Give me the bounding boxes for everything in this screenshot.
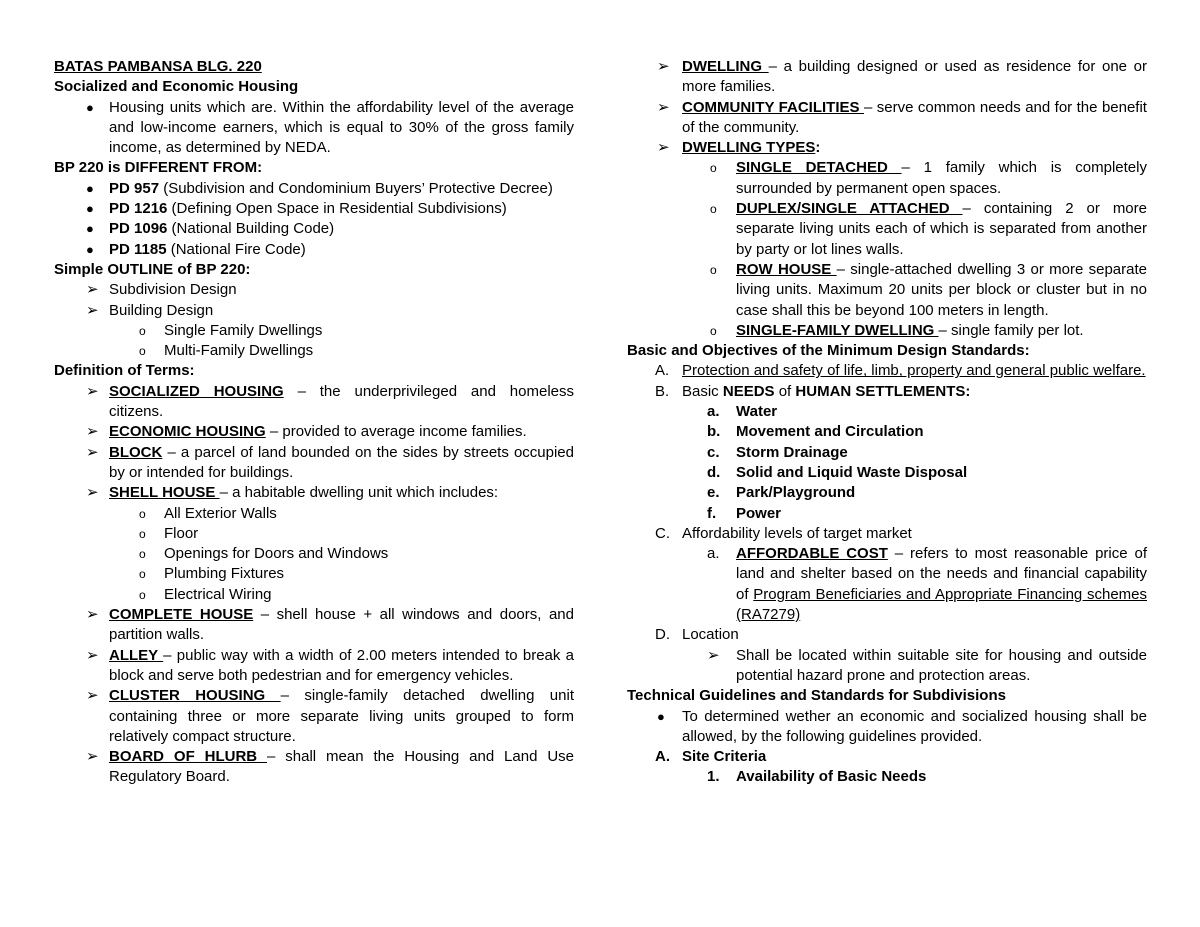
outline-item: D. Location: [655, 626, 739, 644]
outline-item: A. Protection and safety of life, limb, property and general public welfare.: [655, 362, 1146, 380]
arrow-bullet-icon: ➢: [86, 281, 99, 299]
list-item: ● To determined wether an economic and socialized housing shall be allowed, by the following guidelines provided.: [657, 707, 1147, 745]
list-item: f. Power: [707, 504, 782, 522]
circle-bullet-icon: o: [710, 202, 717, 217]
list-item: a. AFFORDABLE COST – refers to most reasonable price of land and shelter based on the needs and financial capability of Program Beneficiaries and Appropriate Financing schemes (RA7279): [707, 545, 1147, 624]
term-item: ➢ SOCIALIZED HOUSING – the underprivileged and homeless citizens.: [86, 382, 574, 421]
arrow-bullet-icon: ➢: [86, 382, 99, 400]
arrow-bullet-icon: ➢: [86, 484, 99, 502]
list-item: ➢ Shall be located within suitable site for housing and outside potential hazard prone and protection areas.: [707, 646, 1147, 684]
arrow-bullet-icon: ➢: [707, 646, 720, 664]
list-item: o All Exterior Walls: [54, 504, 574, 524]
list-item: ➢ Subdivision Design: [54, 280, 574, 300]
circle-bullet-icon: o: [139, 344, 146, 359]
list-item: ➢ Building Design: [54, 301, 574, 321]
circle-bullet-icon: o: [710, 161, 717, 176]
circle-bullet-icon: o: [139, 323, 146, 338]
left-column: [54, 57, 574, 788]
section-heading: BP 220 is DIFFERENT FROM:: [54, 159, 263, 177]
circle-bullet-icon: o: [710, 323, 717, 338]
list-item: o DUPLEX/SINGLE ATTACHED – containing 2 or more separate living units each of which is separated from another by party or lot lines walls.: [710, 200, 1147, 258]
term-item: ➢ BLOCK – a parcel of land bounded on the sides by streets occupied by or intended for buildings.: [86, 443, 574, 481]
arrow-bullet-icon: ➢: [86, 301, 99, 319]
term-item: ➢ COMPLETE HOUSE – shell house + all windows and doors, and partition walls.: [86, 606, 574, 644]
arrow-bullet-icon: ➢: [86, 646, 99, 664]
bullet-icon: ●: [86, 99, 94, 115]
term-item: ➢ DWELLING TYPES:: [627, 138, 1147, 158]
list-item: b. Movement and Circulation: [707, 423, 924, 441]
list-item: c. Storm Drainage: [707, 443, 848, 461]
outline-item: C. Affordability levels of target market: [655, 524, 912, 542]
bullet-icon: ●: [86, 201, 94, 217]
list-item: a. Water: [707, 403, 778, 421]
subtitle: Socialized and Economic Housing: [54, 78, 299, 96]
list-item: ● PD 1185 (National Fire Code): [54, 240, 574, 260]
circle-bullet-icon: o: [710, 262, 717, 277]
list-item: o Single Family Dwellings: [54, 321, 574, 341]
arrow-bullet-icon: ➢: [86, 606, 99, 624]
list-item: ● PD 1096 (National Building Code): [54, 219, 574, 239]
list-item: o Plumbing Fixtures: [54, 564, 574, 584]
section-heading: Simple OUTLINE of BP 220:: [54, 260, 251, 278]
arrow-bullet-icon: ➢: [86, 443, 99, 461]
section-heading: Basic and Objectives of the Minimum Design Standards:: [627, 342, 1030, 360]
list-item: o Electrical Wiring: [54, 585, 574, 605]
list-item: e. Park/Playground: [707, 484, 856, 502]
document-title: BATAS PAMBANSA BLG. 220: [54, 58, 262, 75]
list-item: o Multi-Family Dwellings: [54, 341, 574, 361]
arrow-bullet-icon: ➢: [657, 58, 670, 75]
list-item: o ROW HOUSE – single-attached dwelling 3 or more separate living units. Maximum 20 units per block or cluster but in no case shall this be beyond 100 meters in length.: [710, 260, 1147, 319]
term-item: ➢ BOARD OF HLURB – shall mean the Housing and Land Use Regulatory Board.: [86, 748, 575, 786]
section-heading: Definition of Terms:: [54, 362, 195, 380]
term-item: ➢ CLUSTER HOUSING – single-family detached dwelling unit containing three or more separate living units grouped to form relatively compact structure.: [86, 687, 574, 745]
section-heading: Technical Guidelines and Standards for Subdivisions: [627, 687, 1006, 705]
circle-bullet-icon: o: [139, 506, 146, 521]
arrow-bullet-icon: ➢: [657, 98, 670, 116]
term-item: ➢ ECONOMIC HOUSING – provided to average income families.: [54, 422, 574, 442]
arrow-bullet-icon: ➢: [86, 687, 99, 705]
list-item: ● PD 1216 (Defining Open Space in Residential Subdivisions): [54, 199, 574, 219]
circle-bullet-icon: o: [139, 567, 146, 582]
arrow-bullet-icon: ➢: [86, 423, 99, 441]
outline-item: B. Basic NEEDS of HUMAN SETTLEMENTS:: [655, 382, 971, 400]
arrow-bullet-icon: ➢: [657, 139, 670, 157]
list-item: o SINGLE-FAMILY DWELLING – single family per lot.: [627, 321, 1147, 341]
term-item: ➢ DWELLING – a building designed or used as residence for one or more families.: [657, 58, 1147, 96]
bullet-icon: ●: [86, 221, 94, 237]
list-item: 1. Availability of Basic Needs: [707, 768, 927, 786]
arrow-bullet-icon: ➢: [86, 748, 99, 766]
list-item: o Openings for Doors and Windows: [54, 544, 574, 564]
bullet-icon: ●: [86, 241, 94, 257]
list-item: o Floor: [54, 524, 574, 544]
circle-bullet-icon: o: [139, 526, 146, 541]
outline-item: A. Site Criteria: [655, 748, 767, 766]
term-item: ➢ SHELL HOUSE – a habitable dwelling unit which includes:: [54, 483, 574, 503]
bullet-icon: ●: [86, 180, 94, 196]
list-item: ● PD 957 (Subdivision and Condominium Buyers’ Protective Decree): [54, 179, 574, 199]
circle-bullet-icon: o: [139, 547, 146, 562]
bullet-icon: ●: [657, 708, 665, 724]
term-item: ➢ COMMUNITY FACILITIES – serve common needs and for the benefit of the community.: [657, 98, 1147, 136]
list-item: ● Housing units which are. Within the affordability level of the average and low-income earners, which is equal to 30% of the gross family income, as determined by NEDA.: [86, 98, 574, 157]
term-item: ➢ ALLEY – public way with a width of 2.00 meters intended to break a block and serve both pedestrian and for emergency vehicles.: [86, 646, 574, 684]
right-column: [627, 57, 1147, 788]
list-item: d. Solid and Liquid Waste Disposal: [707, 463, 968, 481]
circle-bullet-icon: o: [139, 587, 146, 602]
list-item: o SINGLE DETACHED – 1 family which is completely surrounded by permanent open spaces.: [710, 159, 1147, 197]
